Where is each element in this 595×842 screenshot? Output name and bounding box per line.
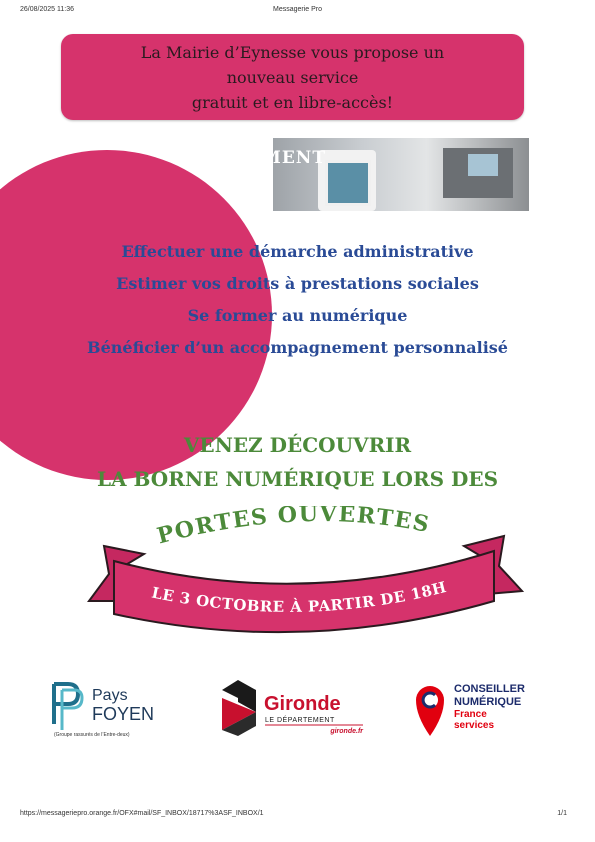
ribbon-graphic xyxy=(84,506,524,641)
service-item: Effectuer une démarche administrative xyxy=(121,242,474,261)
service-item: Bénéficier d’un accompagnement personnalisé xyxy=(87,338,508,357)
conseiller-numerique-logo xyxy=(414,676,554,740)
conseiller-line1: CONSEILLER xyxy=(454,683,525,695)
print-title: Messagerie Pro xyxy=(272,6,323,13)
ribbon-title: PORTES OUVERTES xyxy=(154,506,433,550)
conseiller-line2: NUMÉRIQUE xyxy=(454,696,522,708)
announcement-banner xyxy=(61,34,524,120)
ribbon-date: LE 3 OCTOBRE À PARTIR DE 18H xyxy=(150,577,449,616)
banner-line-1: La Mairie d’Eynesse vous propose un xyxy=(140,43,445,62)
kiosk-screen xyxy=(325,160,371,206)
open-house-ribbon xyxy=(84,506,524,641)
print-url: https://messageriepro.orange.fr/OFX#mail/SF_INBOX/18717%3ASF_INBOX/1 xyxy=(20,810,264,817)
print-date: 26/08/2025 11:36 xyxy=(20,6,74,13)
conseiller-line4: services xyxy=(454,720,495,731)
service-item: Se former au numérique xyxy=(187,306,408,325)
pays-foyen-logo xyxy=(50,676,180,740)
pays-foyen-line1: Pays xyxy=(92,687,128,704)
invitation-line-2: LA BORNE NUMÉRIQUE LORS DES xyxy=(96,467,499,491)
services-list xyxy=(0,236,595,364)
print-page-number: 1/1 xyxy=(557,810,567,817)
pays-foyen-tagline: (Groupe rassurés de l’Entre-deux) xyxy=(54,732,130,738)
gironde-logo xyxy=(218,676,368,740)
photo-partial-text: MENT xyxy=(262,148,326,168)
print-header xyxy=(20,6,575,18)
gironde-url: gironde.fr xyxy=(330,728,363,735)
wall-screen xyxy=(468,154,498,176)
service-item: Estimer vos droits à prestations sociales xyxy=(116,274,479,293)
conseiller-line3: France xyxy=(454,709,487,720)
gironde-name: Gironde xyxy=(264,693,341,715)
banner-line-3: gratuit et en libre-accès! xyxy=(191,93,394,112)
invitation-heading xyxy=(0,428,595,496)
gironde-subtitle: LE DÉPARTEMENT xyxy=(265,717,335,724)
banner-line-2: nouveau service xyxy=(226,68,359,87)
pays-foyen-line2: FOYEN xyxy=(92,704,155,724)
invitation-line-1: VENEZ DÉCOUVRIR xyxy=(183,433,412,457)
